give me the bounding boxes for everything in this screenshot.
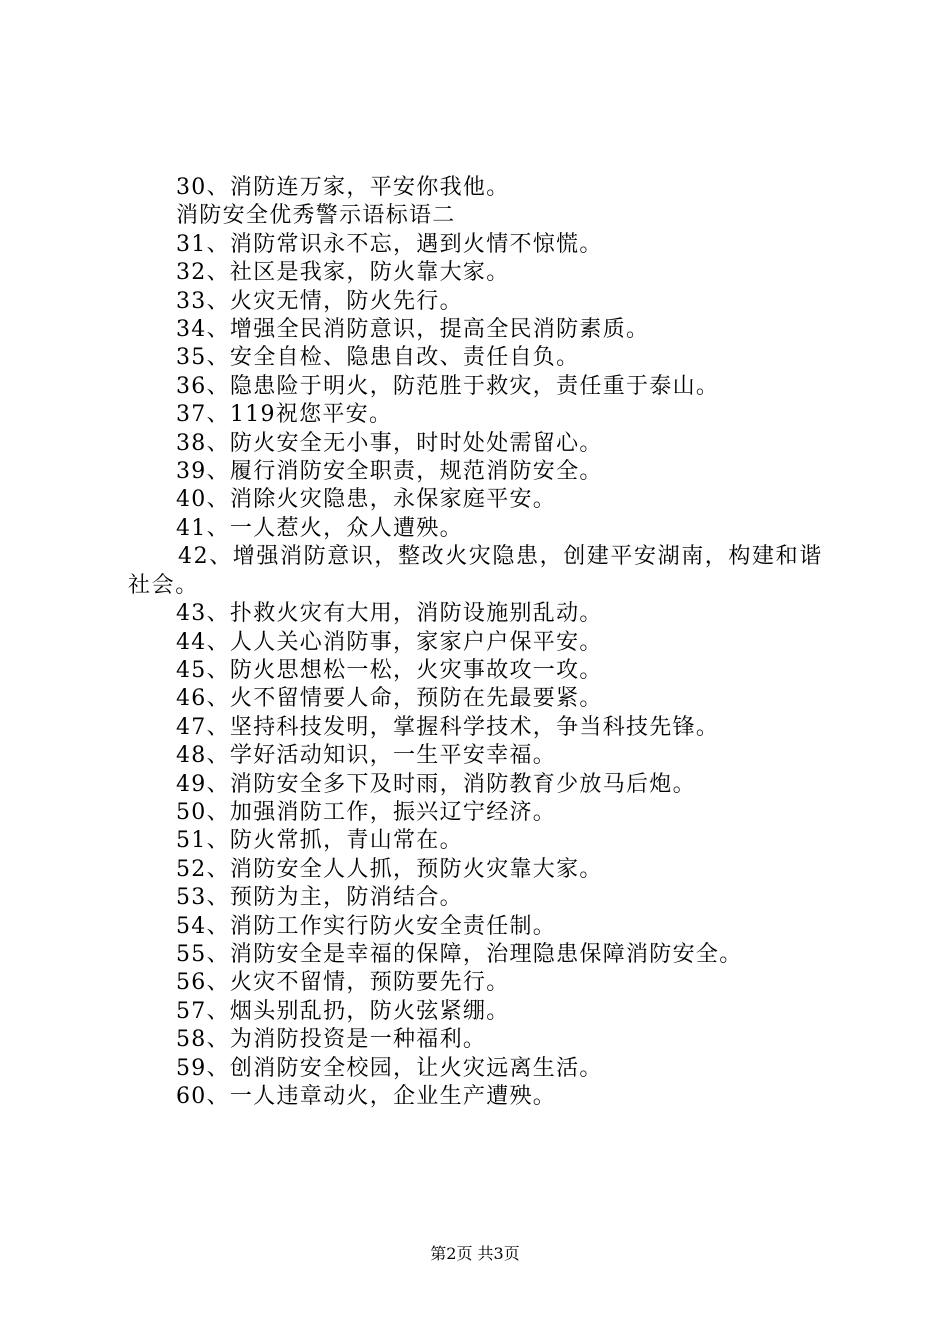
text-line: 58、为消防投资是一种福利。 (176, 1027, 487, 1053)
text-line: 52、消防安全人人抓，预防火灾靠大家。 (176, 856, 603, 882)
text-line: 47、坚持科技发明，掌握科学技术，争当科技先锋。 (176, 714, 720, 740)
text-line: 56、火灾不留情，预防要先行。 (176, 970, 510, 996)
text-line: 36、隐患险于明火，防范胜于救灾，责任重于泰山。 (176, 373, 720, 399)
text-line: 60、一人违章动火，企业生产遭殃。 (176, 1084, 557, 1109)
text-line: 32、社区是我家，防火靠大家。 (176, 260, 510, 286)
text-line: 46、火不留情要人命，预防在先最要紧。 (176, 686, 603, 712)
text-line: 39、履行消防安全职责，规范消防安全。 (176, 459, 603, 485)
text-line: 30、消防连万家，平安你我他。 (176, 175, 510, 200)
text-line: 57、烟头别乱扔，防火弦紧绷。 (176, 998, 510, 1024)
text-line: 37、119祝您平安。 (176, 402, 393, 428)
text-line: 35、安全自检、隐患自改、责任自负。 (176, 345, 580, 371)
text-line: 49、消防安全多下及时雨，消防教育少放马后炮。 (176, 771, 696, 797)
text-line: 53、预防为主，防消结合。 (176, 885, 463, 911)
text-line: 34、增强全民消防意识，提高全民消防素质。 (176, 317, 650, 343)
section-heading: 消防安全优秀警示语标语二 (176, 203, 456, 229)
text-line: 33、火灾无情，防火先行。 (176, 288, 463, 314)
text-line: 45、防火思想松一松，火灾事故攻一攻。 (176, 657, 603, 683)
document-body (128, 174, 838, 1111)
text-line: 55、消防安全是幸福的保障，治理隐患保障消防安全。 (176, 941, 743, 967)
text-line: 44、人人关心消防事，家家户户保平安。 (176, 629, 603, 655)
text-line: 41、一人惹火，众人遭殃。 (176, 515, 463, 541)
text-line: 31、消防常识永不忘，遇到火情不惊慌。 (176, 231, 603, 257)
page-number-footer: 第2页 共3页 (430, 1244, 520, 1263)
text-line: 43、扑救火灾有大用，消防设施别乱动。 (176, 601, 603, 627)
text-line: 48、学好活动知识，一生平安幸福。 (176, 743, 557, 769)
text-line: 51、防火常抓，青山常在。 (176, 828, 463, 854)
text-line: 40、消除火灾隐患，永保家庭平安。 (176, 487, 557, 513)
text-line: 54、消防工作实行防火安全责任制。 (176, 913, 557, 939)
text-line: 38、防火安全无小事，时时处处需留心。 (176, 430, 603, 456)
text-line: 42、增强消防意识，整改火灾隐患，创建平安湖南，构建和谐社会。 (128, 544, 823, 598)
text-line: 59、创消防安全校园，让火灾远离生活。 (176, 1055, 603, 1081)
text-line: 50、加强消防工作，振兴辽宁经济。 (176, 799, 557, 825)
